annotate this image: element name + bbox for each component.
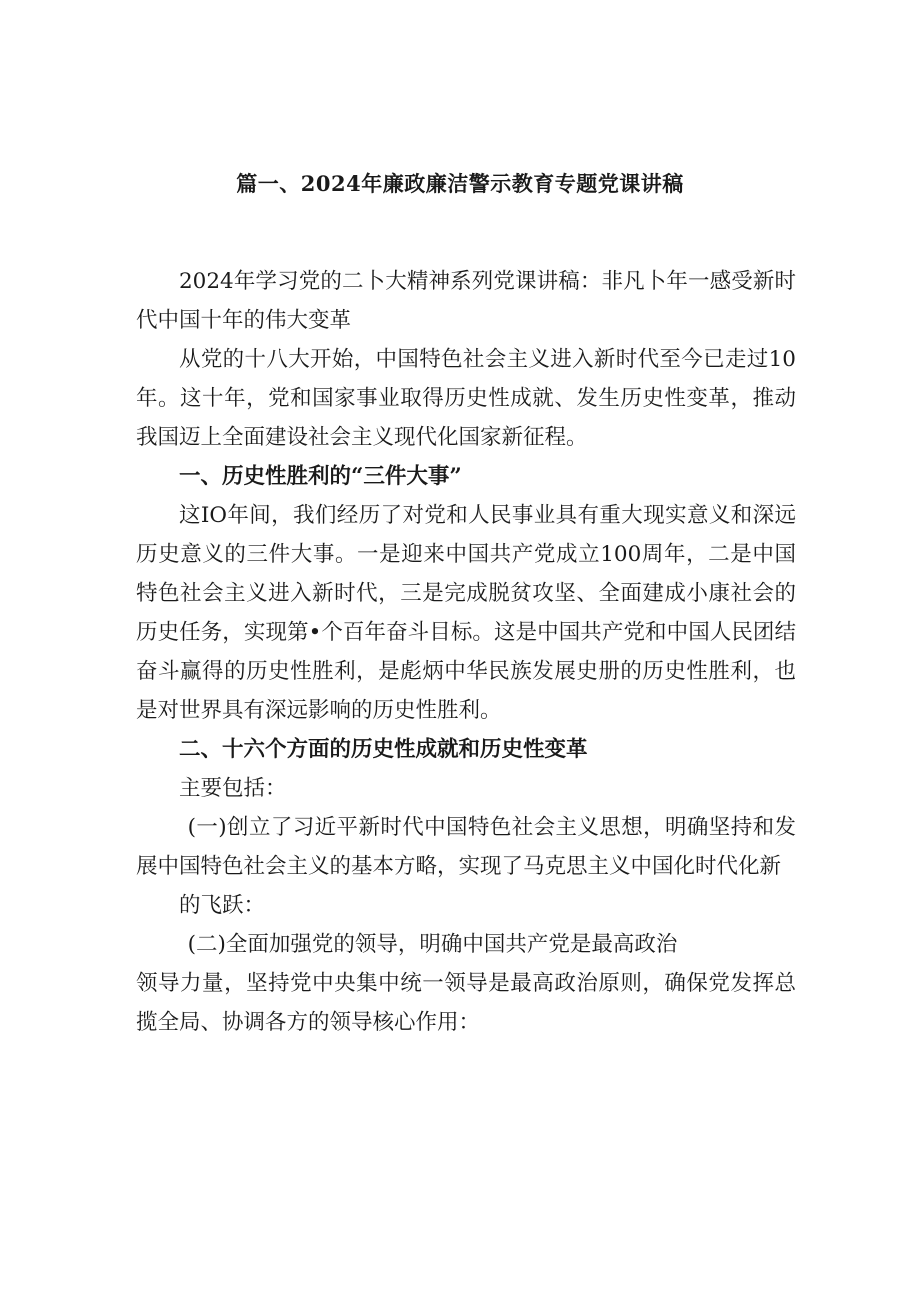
document-title: 篇一、2024年廉政廉洁警示教育专题党课讲稿 [236, 171, 684, 196]
section-heading-1: 一、历史性胜利的“三件大事” [179, 464, 462, 489]
section-heading-2: 二、十六个方面的历史性成就和历史性变革 [179, 737, 588, 762]
list-item-2: (二)全面加强党的领导，明确中国共产党是最高政治 [187, 932, 678, 957]
paragraph-overview: 从党的十八大开始，中国特色社会主义进入新时代至今已走过10年。这十年，党和国家事业取得历史性成就、发生历史性变革，推动我国迈上全面建设社会主义现代化国家新征程。 [136, 347, 796, 450]
paragraph-three-events: 这IO年间，我们经历了对党和人民事业具有重大现实意义和深远历史意义的三件大事。一是迎来中国共产党成立100周年，二是中国特色社会主义进入新时代，三是完成脱贫攻坚、全面建成小康社会的历史任务，实现第•个百年奋斗目标。这是中国共产党和中国人民团结奋斗赢得的历史性胜利，是彪炳中华民族发展史册的历史性胜利，也是对世界具有深远影响的历史性胜利。 [136, 503, 796, 723]
list-item-1-continuation: 的飞跃： [179, 893, 266, 918]
document-body [136, 262, 796, 1042]
paragraph-intro: 2024年学习党的二卜大精神系列党课讲稿：非凡卜年一感受新时代中国十年的伟大变革 [136, 269, 796, 333]
list-item-1: (一)创立了习近平新时代中国特色社会主义思想，明确坚持和发展中国特色社会主义的基本方略，实现了马克思主义中国化时代化新 [136, 815, 796, 879]
list-item-2-continuation: 领导力量，坚持党中央集中统一领导是最高政治原则，确保党发挥总揽全局、协调各方的领导核心作用： [136, 971, 796, 1035]
paragraph-main-include: 主要包括： [179, 776, 287, 801]
